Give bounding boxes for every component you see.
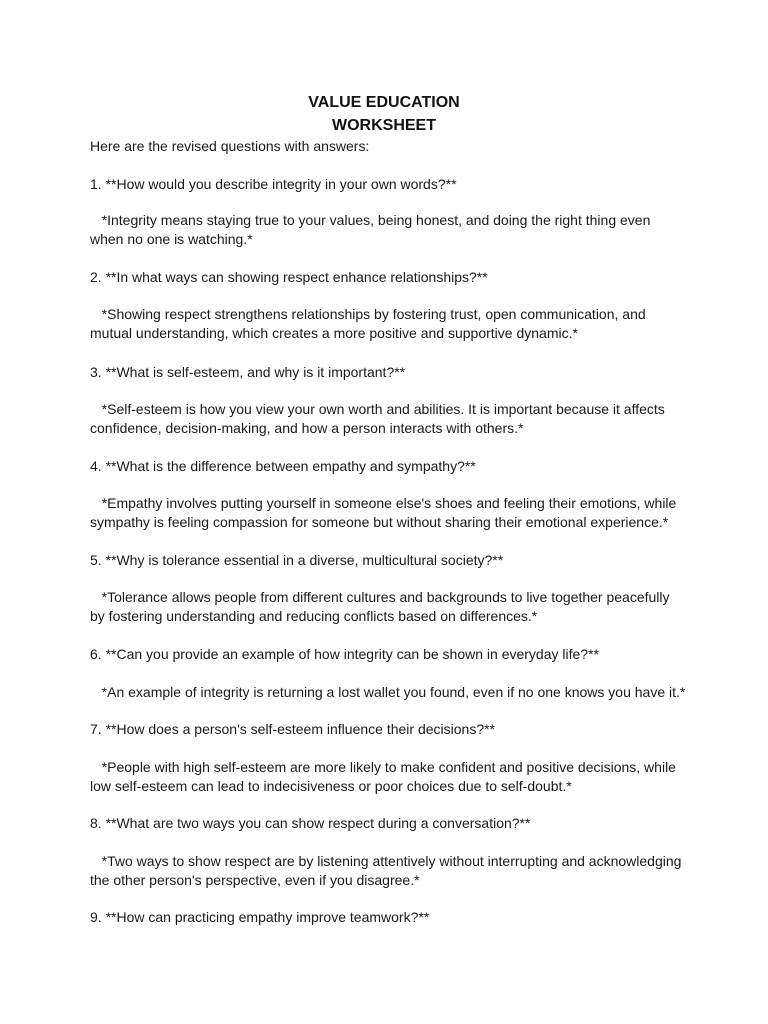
title-line-2: WORKSHEET — [332, 117, 436, 134]
answer-5-line-1: *Tolerance allows people from different cultures and backgrounds to live together peacefully — [90, 589, 670, 605]
title-line-1: VALUE EDUCATION — [308, 94, 460, 111]
answer-5 — [90, 588, 690, 626]
question-2: 2. **In what ways can showing respect enhance relationships?** — [90, 269, 488, 285]
answer-8-line-1: *Two ways to show respect are by listening attentively without interrupting and acknowledging — [90, 853, 682, 869]
question-3: 3. **What is self-esteem, and why is it important?** — [90, 364, 406, 380]
answer-4-line-2: sympathy is feeling compassion for someone but without sharing their emotional experience.* — [90, 514, 669, 530]
answer-3-line-2: confidence, decision-making, and how a person interacts with others.* — [90, 420, 524, 436]
answer-2-line-2: mutual understanding, which creates a more positive and supportive dynamic.* — [90, 325, 578, 341]
intro-text: Here are the revised questions with answers: — [90, 138, 370, 154]
answer-2 — [90, 305, 690, 343]
answer-7-line-2: low self-esteem can lead to indecisiveness or poor choices due to self-doubt.* — [90, 778, 572, 794]
answer-4 — [90, 494, 690, 532]
answer-8 — [90, 852, 690, 890]
answer-2-line-1: *Showing respect strengthens relationships by fostering trust, open communication, and — [90, 306, 646, 322]
question-4: 4. **What is the difference between empathy and sympathy?** — [90, 458, 476, 474]
question-5: 5. **Why is tolerance essential in a diverse, multicultural society?** — [90, 552, 504, 568]
answer-3 — [90, 400, 690, 438]
answer-8-line-2: the other person's perspective, even if you disagree.* — [90, 872, 420, 888]
answer-7 — [90, 758, 690, 796]
answer-6 — [90, 683, 690, 702]
question-8: 8. **What are two ways you can show respect during a conversation?** — [90, 815, 531, 831]
answer-1 — [90, 211, 690, 249]
question-9: 9. **How can practicing empathy improve teamwork?** — [90, 909, 430, 925]
question-6: 6. **Can you provide an example of how integrity can be shown in everyday life?** — [90, 646, 599, 662]
answer-7-line-1: *People with high self-esteem are more likely to make confident and positive decisions, while — [90, 759, 676, 775]
answer-3-line-1: *Self-esteem is how you view your own worth and abilities. It is important because it affects — [90, 401, 665, 417]
answer-1-line-1: *Integrity means staying true to your values, being honest, and doing the right thing even — [90, 212, 651, 228]
question-7: 7. **How does a person's self-esteem influence their decisions?** — [90, 721, 496, 737]
answer-1-line-2: when no one is watching.* — [90, 231, 253, 247]
answer-4-line-1: *Empathy involves putting yourself in someone else's shoes and feeling their emotions, while — [90, 495, 677, 511]
question-1: 1. **How would you describe integrity in your own words?** — [90, 176, 457, 192]
answer-6-line-1: *An example of integrity is returning a lost wallet you found, even if no one knows you have it.* — [90, 684, 686, 700]
answer-5-line-2: by fostering understanding and reducing conflicts based on differences.* — [90, 608, 538, 624]
